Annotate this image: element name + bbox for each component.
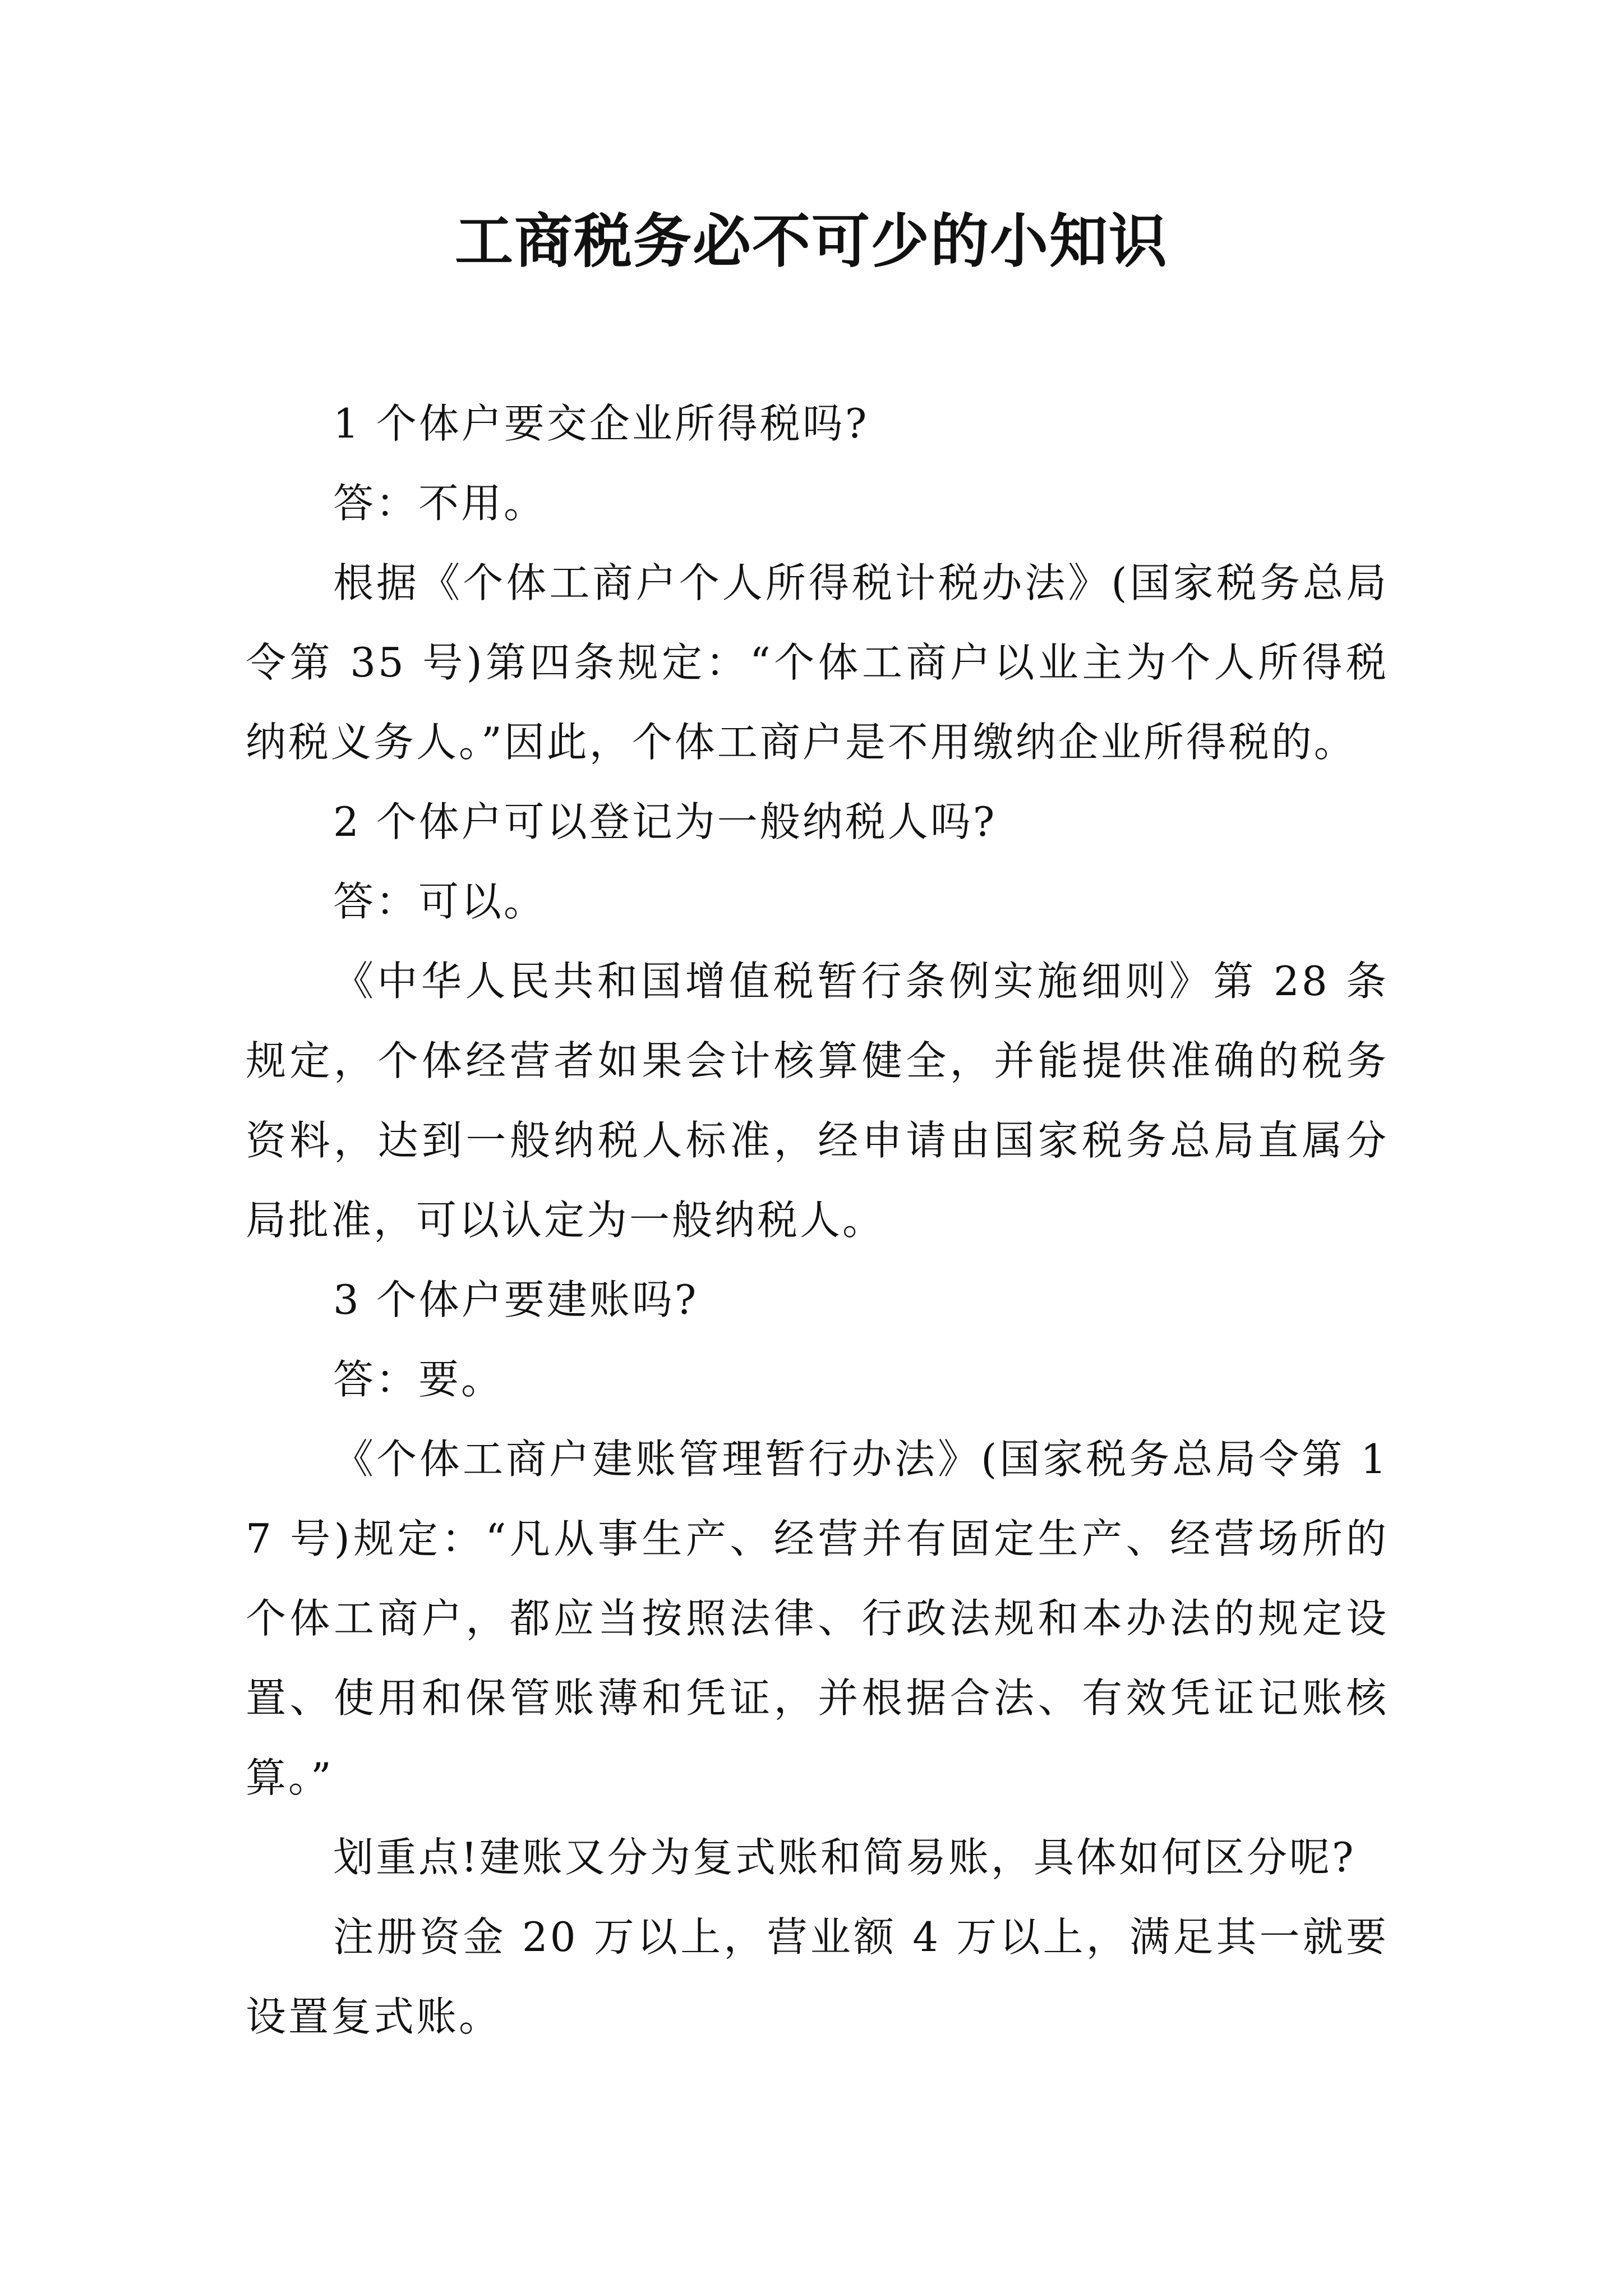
answer-2: 答：可以。 bbox=[333, 878, 547, 925]
question-2: 2 个体户可以登记为一般纳税人吗? bbox=[333, 798, 997, 845]
document-title: 工商税务必不可少的小知识 bbox=[454, 206, 1168, 275]
answer-1: 答：不用。 bbox=[333, 480, 547, 527]
key-point: 划重点!建账又分为复式账和简易账，具体如何区分呢? bbox=[333, 1834, 1356, 1881]
key-point-detail: 注册资金 20 万以上，营业额 4 万以上，满足其一就要设置复式账。 bbox=[246, 1913, 1389, 2040]
explanation-2: 《中华人民共和国增值税暂行条例实施细则》第 28 条规定，个体经营者如果会计核算健全，并能提供准确的税务资料，达到一般纳税人标准，经申请由国家税务总局直属分局批准，可以认定为一般纳税人。 bbox=[246, 958, 1389, 1244]
question-1: 1 个体户要交企业所得税吗? bbox=[333, 400, 869, 447]
explanation-3: 《个体工商户建账管理暂行办法》(国家税务总局令第 17 号)规定：“凡从事生产、经营并有固定生产、经营场所的个体工商户，都应当按照法律、行政法规和本办法的规定设置、使用和保管账薄和凭证，并根据合法、有效凭证记账核算。” bbox=[246, 1435, 1389, 1801]
question-3: 3 个体户要建账吗? bbox=[333, 1276, 699, 1323]
answer-3: 答：要。 bbox=[333, 1356, 504, 1403]
explanation-1: 根据《个体工商户个人所得税计税办法》(国家税务总局令第 35 号)第四条规定：“个体工商户以业主为个人所得税纳税义务人。”因此，个体工商户是不用缴纳企业所得税的。 bbox=[246, 559, 1389, 766]
document-body bbox=[246, 384, 1389, 2056]
